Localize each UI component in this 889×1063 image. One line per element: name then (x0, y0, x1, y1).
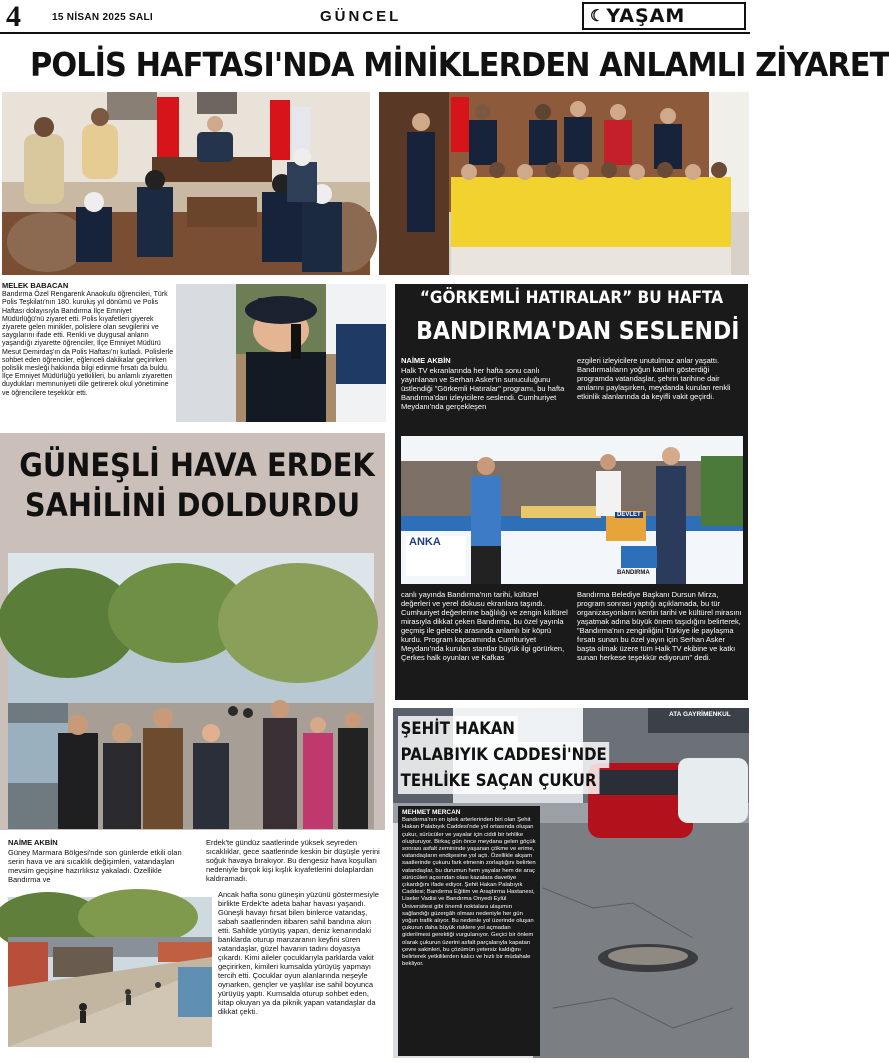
gunesli-col1 (8, 838, 196, 894)
gunesli-col2-bottom-text: Ancak hafta sonu güneşin yüzünü göstermesiyle birlikte Erdek'te adeta bahar havası yaşandı. Güneşli havayı fırsat bilen binlerce vatandaş, sabah saatlerinden itibaren sahil bandına akın etti. Sahilde yürüyüş yapan, deniz kenarındaki banklarda oturup manzaranın keyfini süren vatandaşlar, güzel havanın tadını doyasıya çıkardı. Kimi aileler çocuklarıyla parklarda vakit geçirirken, kimileri kumsalda yürüyüş yapmayı tercih etti. Çocuklar oyun alanlarında neşeyle oynarken, gençler ve yaşlılar ise sahil boyunca yürüyüş yaptı. Kumsalda oturup sohbet eden, kitap okuyan ya da piknik yapan vatandaşlar da dikkat çekti. (218, 890, 379, 1016)
gunesli-title-line1: GÜNEŞLİ HAVA ERDEK (19, 446, 375, 484)
stand-label-bandirma: BANDIRMA (617, 570, 650, 576)
gorkemli-byline: NAİME AKBİN (401, 356, 451, 365)
gunesli-col1-text: Güney Marmara Bölgesi'nde son günlerde etkili olan serin hava ve ani sıcaklık değişimleri, vatandaşları mevsim geçişine hazırlıksız yakaladı. Özellikle Bandırma ve (8, 848, 182, 884)
sehit-byline: MEHMET MERCAN (402, 809, 461, 816)
gorkemli-col1-top (401, 356, 569, 434)
issue-date: 15 NİSAN 2025 SALI (52, 12, 153, 23)
gunesli-article (0, 433, 385, 830)
shop-sign: ATA GAYRİMENKUL (669, 711, 731, 718)
sehit-body: Bandırma'nın en işlek arterlerinden biri olan Şehit Hakan Palabıyık Caddesi'nde yol ortasında oluşan çukur, sürücüler ve yayalar için ciddi bir tehlike oluşturuyor. Birkaç gün önce meydana gelen göçük sonrası asfalt zemininde yaşanan çökme ve erime, vatandaşların endişesine yol açtı. Özellikle akşam saatlerinde çukuru fark etmenin zorlaştığını belirten vatandaşlar, bu durumun hem yayalar hem de araç sürücüleri açısından olası kazalara davetiye çıkardığını ifade ediyor. Şehit Hakan Palabıyık Caddesi; Bandırma Eğitim ve Araştırma Hastanesi, Liseler Vadisi ve Bandırma Onyedi Eylül Üniversitesi gibi önemli noktalara ulaşımın sağlandığı güzergâh olması nedeniyle her gün yoğun trafik alıyor. Bu nedenle yol üzerinde oluşan çukurun daha büyük risklere yol açmadan giderilmesi gerektiği vurgulanıyor. Geçici bir önlem olarak çukurun üzerini asfalt parçalarıyla kapatan çevre sakinleri, bu çözümün yetersiz kaldığını belirterek yetkililerden kalıcı ve hızlı bir müdahale bekliyor. (402, 817, 536, 968)
newspaper-logo[interactable] (582, 2, 746, 30)
police-article-byline: MELEK BABACAN (2, 281, 69, 290)
gorkemli-col2-bottom-text: Bandırma Belediye Başkanı Dursun Mirza, program sonrası yaptığı açıklamada, bu tür organizasyonların kentin tarihi ve kültürel mirasını yaşatmak adına büyük önem taşıdığını belirterek, "Bandırma'nın zenginliğini Türkiye ile paylaşma fırsatı sunan bu özel yayın için Serhan Asker başta olmak üzere tüm Halk TV ekibine ve katkı sunan herkese teşekkür ediyorum" dedi. (577, 590, 742, 662)
page-number: 4 (6, 0, 21, 33)
gorkemli-col1-bottom-text: canlı yayında Bandırma'nın tarihi, kültürel değerleri ve yerel dokusu ekranlara taşındı. Cumhuriyet değerlerine bağlılığı ve zengin kültürel mirasıyla dikkat çeken Bandırma, bu özel yayınla geçmiş ile gelecek arasında anlamlı bir köprü kurdu. Program kapsamında Cumhuriyet Meydanı'nda kurulan stantlar büyük ilgi görürken, Çerkes halk oyunları ve Kafkas (401, 590, 568, 662)
erdek-promenade-photo (8, 553, 374, 829)
stand-label-anka: ANKA (409, 536, 441, 548)
gorkemli-col1-bottom (401, 590, 569, 696)
stand-label-devlet: DEVLET (617, 512, 641, 518)
gorkemli-col2-bottom (577, 590, 743, 696)
police-article-body: Bandırma Özel Rengarenk Anaokulu öğrencileri, Türk Polis Teşkilatı'nın 180. kuruluş yıl dönümü ve Polis Haftası dolayısıyla Bandırma İlçe Emniyet Müdürlüğü'nü ziyaret etti. Polis kıyafetleri giyerek ziyarete gelen minikler, polislere olan sevgilerini ve saygılarını ifade etti. Renkli ve duygusal anların yaşandığı ziyarette öğrenciler, İlçe Emniyet Müdürü Mesut Demirdaş'ın da Polis Haftası'nı kutladı. Polislerle sohbet eden öğrenciler, eğlenceli dakikalar geçirirken polislik mesleği hakkında bilgi edinme fırsatı da buldu. İlçe Emniyet Müdürlüğü yetkilileri, bu anlamlı ziyaretten duydukları memnuniyeti dile getirerek okul yönetimine ve öğrencilere teşekkür etti. (2, 291, 174, 397)
gunesli-col2-top (206, 838, 382, 888)
gorkemli-kicker: “GÖRKEMLİ HATIRALAR” BU HAFTA (419, 288, 724, 308)
sehit-title-line2: PALABIYIK CADDESİ'NDE (398, 742, 609, 768)
gorkemli-col2-top (577, 356, 743, 434)
police-article (2, 282, 174, 422)
crescent-star-icon: ☾ (590, 8, 605, 25)
gunesli-title-line2: SAHİLİNİ DOLDURDU (24, 486, 361, 524)
sehit-title-line3: TEHLİKE SAÇAN ÇUKUR (398, 768, 599, 794)
erdek-beach-photo (8, 897, 212, 1047)
gorkemli-article (395, 284, 748, 700)
masthead (0, 0, 750, 34)
police-visit-photo-1 (2, 92, 370, 275)
gorkemli-col2-top-text: ezgileri izleyicilere unutulmaz anlar yaşattı. Bandırmalıların yoğun katılım gösterdiği programda vatandaşlar, şehrin tarihine dair anılarını paylaşırken, meydanda kurulan renkli etkinlik alanlarında da keyifli vakit geçirdi. (577, 356, 731, 401)
gorkemli-title: BANDIRMA'DAN SESLENDİ (416, 316, 740, 345)
gunesli-col2-top-text: Erdek'te gündüz saatlerinde yüksek seyreden sıcaklıklar, gece saatlerinde keskin bir düşüşle yerini soğuk havaya bırakıyor. Bu dengesiz hava koşulları nedeniyle birçok kişi kışlık kıyafetlerini dolaplardan kaldıramadı. (206, 838, 380, 883)
child-radio-photo (176, 284, 386, 422)
sehit-title-line1: ŞEHİT HAKAN (398, 716, 518, 742)
police-visit-photo-2 (379, 92, 749, 275)
gunesli-title (19, 445, 375, 525)
gunesli-col2-bottom (218, 890, 384, 1056)
gorkemli-event-photo (401, 436, 743, 584)
sehit-title (398, 716, 607, 794)
logo-text: YAŞAM (606, 5, 686, 27)
main-headline: POLİS HAFTASI'NDA MİNİKLERDEN ANLAMLI ZİYARET (30, 45, 889, 84)
gunesli-byline: NAİME AKBİN (8, 838, 58, 847)
sehit-article-text (398, 806, 540, 1056)
section-label: GÜNCEL (320, 8, 402, 25)
gorkemli-col1-top-text: Halk TV ekranlarında her hafta sonu canlı yayınlanan ve Serhan Asker'in sunuculuğunu üstlendiği "Görkemli Hatıralar" programı, bu hafta Bandırma'dan izleyicilere seslendi. Cumhuriyet Meydanı'nda gerçekleşen (401, 366, 565, 411)
